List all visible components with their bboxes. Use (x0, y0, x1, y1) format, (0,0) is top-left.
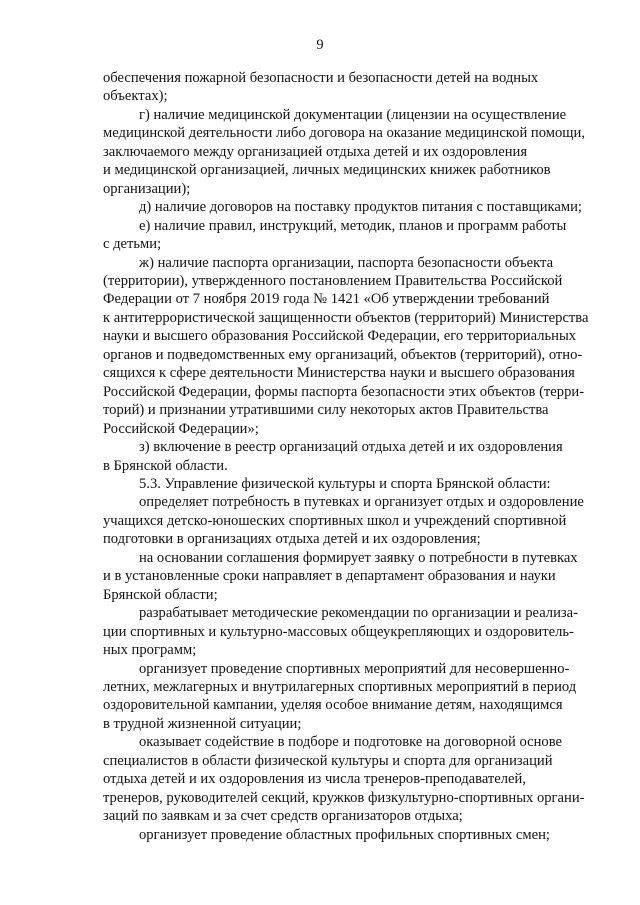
paragraph: з) включение в реестр организаций отдыха детей и их оздоровления в Брянской области. (103, 439, 563, 474)
paragraph: организует проведение спортивных мероприятий для несовершенно- летних, межлагерных и внутрилагерных спортивных мероприятий в период оздоровительной кампании, уделяя особое внимание детям, находящимся в трудной жизненной ситуации; (103, 660, 577, 732)
paragraph: разрабатывает методические рекомендации по организации и реализа- ции спортивных и культурно-массовых общеукрепляющих и оздоровитель- ных программ; (103, 605, 579, 659)
paragraph: определяет потребность в путевках и организует отдых и оздоровление учащихся детско-юношеских спортивных школ и учреждений спортивной подготовки в организациях отдыха детей и их оздоровления; (103, 494, 584, 548)
paragraph: организует проведение областных профильных спортивных смен; (139, 826, 550, 843)
paragraph: на основании соглашения формирует заявку о потребности в путевках и в установленные сроки направляет в департамент образования и науки Брянской области; (103, 549, 578, 603)
paragraph: обеспечения пожарной безопасности и безопасности детей на водных объектах); (103, 70, 539, 105)
paragraph: е) наличие правил, инструкций, методик, планов и программ работы с детьми; (103, 217, 567, 253)
section-heading: 5.3. Управление физической культуры и спорта Брянской области: (139, 475, 551, 492)
paragraph: оказывает содействие в подборе и подготовке на договорной основе специалистов в области физической культуры и спорта для организаций отдыха детей и их оздоровления из числа тренеров-преподавателей, тренеров, руководителей секций, кружков физкультурно-спортивных органи- заций по заявкам и за счет средств организаторов отдыха; (103, 734, 585, 825)
document-body (103, 69, 597, 844)
paragraph: г) наличие медицинской документации (лицензии на осуществление медицинской деятельности либо договора на оказание медицинской помощи, заключаемого между организацией отдыха детей и их оздоровления и медицинской организацией, личных медицинских книжек работников организации); (103, 106, 585, 197)
page-number: 9 (316, 37, 324, 53)
paragraph: ж) наличие паспорта организации, паспорта безопасности объекта (территории), утвержденного постановлением Правительства Российской Федерации от 7 ноября 2019 года № 1421 «Об утверждении требований к антитеррористической защищенности объектов (территорий) Министерства науки и высшего образования Российской Федерации, его территориальных органов и подведомственных ему организаций, объектов (территорий), отно- сящихся к сфере деятельности Министерства науки и высшего образования Российской Федерации, формы паспорта безопасности этих объектов (терри- торий) и признании утратившими силу некоторых актов Правительства Российской Федерации»; (103, 254, 589, 437)
paragraph: д) наличие договоров на поставку продуктов питания с поставщиками; (139, 199, 582, 216)
